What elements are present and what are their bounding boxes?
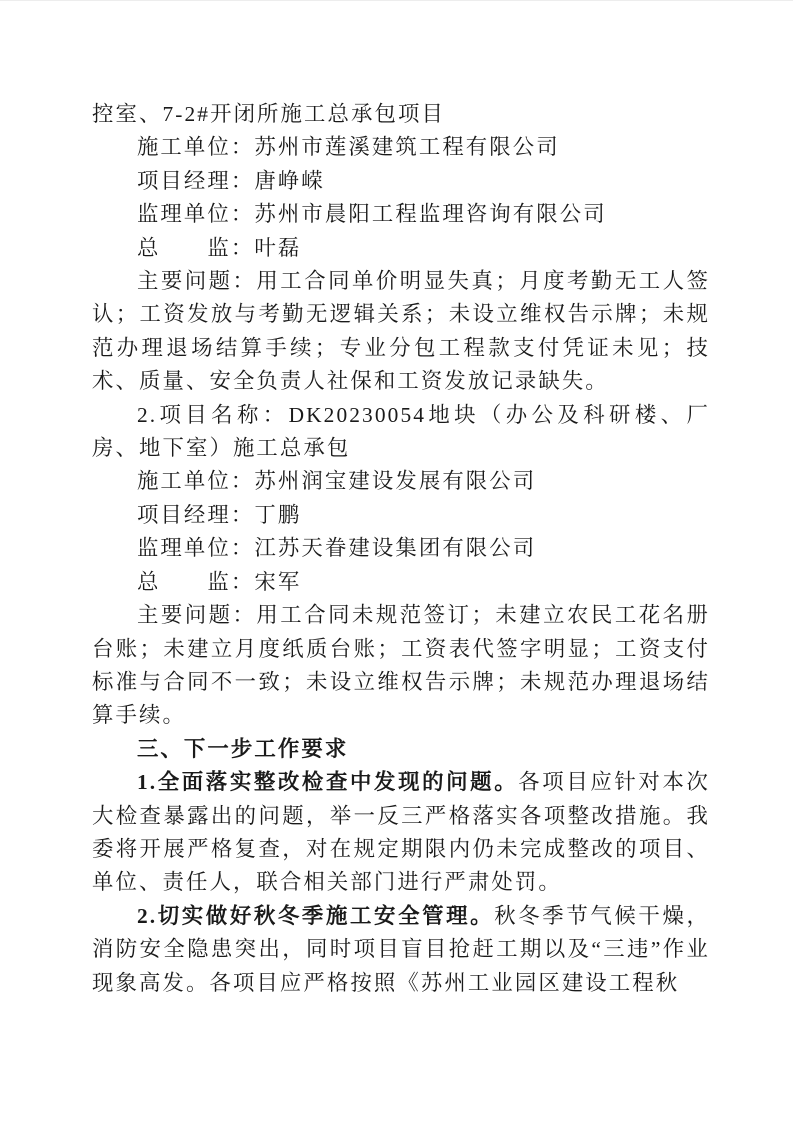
section3-item2-body: 秋冬季节气候干燥，消防安全隐患突出，同时项目盲目抢赶工期以及“三违”作业现象高发。各项目应严格按照《苏州工业园区建设工程秋 xyxy=(92,903,710,995)
project2-supervision-unit: 监理单位：江苏天眷建设集团有限公司 xyxy=(136,536,537,561)
section3-heading: 三、下一步工作要求 xyxy=(136,736,349,761)
section3-item1-body: 各项目应针对本次大检查暴露出的问题，举一反三严格落实各项整改措施。我委将开展严格复查，对在规定期限内仍未完成整改的项目、单位、责任人，联合相关部门进行严肃处罚。 xyxy=(92,770,710,895)
project1-project-manager: 项目经理：唐峥嵘 xyxy=(136,168,325,193)
section3-item2-lead: 2.切实做好秋冬季施工安全管理。 xyxy=(136,903,495,928)
project2-project-manager: 项目经理：丁鹏 xyxy=(136,502,302,527)
section3-item1-lead: 1.全面落实整改检查中发现的问题。 xyxy=(136,770,519,795)
project2-name: 2.项目名称：DK20230054地块（办公及科研楼、厂房、地下室）施工总承包 xyxy=(92,402,710,461)
project2-main-issues: 主要问题：用工合同未规范签订；未建立农民工花名册台账；未建立月度纸质台账；工资表代签字明显；工资支付标准与合同不一致；未设立维权告示牌；未规范办理退场结算手续。 xyxy=(92,603,710,728)
paragraph-continuation: 控室、7-2#开闭所施工总承包项目 xyxy=(92,102,445,126)
project1-supervision-unit: 监理单位：苏州市晨阳工程监理咨询有限公司 xyxy=(136,202,607,227)
project2-construction-unit: 施工单位：苏州润宝建设发展有限公司 xyxy=(136,469,537,494)
project2-chief-supervisor: 总 监：宋军 xyxy=(136,569,302,594)
project1-chief-supervisor: 总 监：叶磊 xyxy=(136,235,302,260)
section3-item1 xyxy=(92,766,710,900)
section3-item2 xyxy=(92,900,710,1000)
document-body xyxy=(92,98,710,1000)
project1-construction-unit: 施工单位：苏州市莲溪建筑工程有限公司 xyxy=(136,135,560,160)
project1-main-issues: 主要问题：用工合同单价明显失真；月度考勤无工人签认；工资发放与考勤无逻辑关系；未设立维权告示牌；未规范办理退场结算手续；专业分包工程款支付凭证未见；技术、质量、安全负责人社保和工资发放记录缺失。 xyxy=(92,269,710,394)
